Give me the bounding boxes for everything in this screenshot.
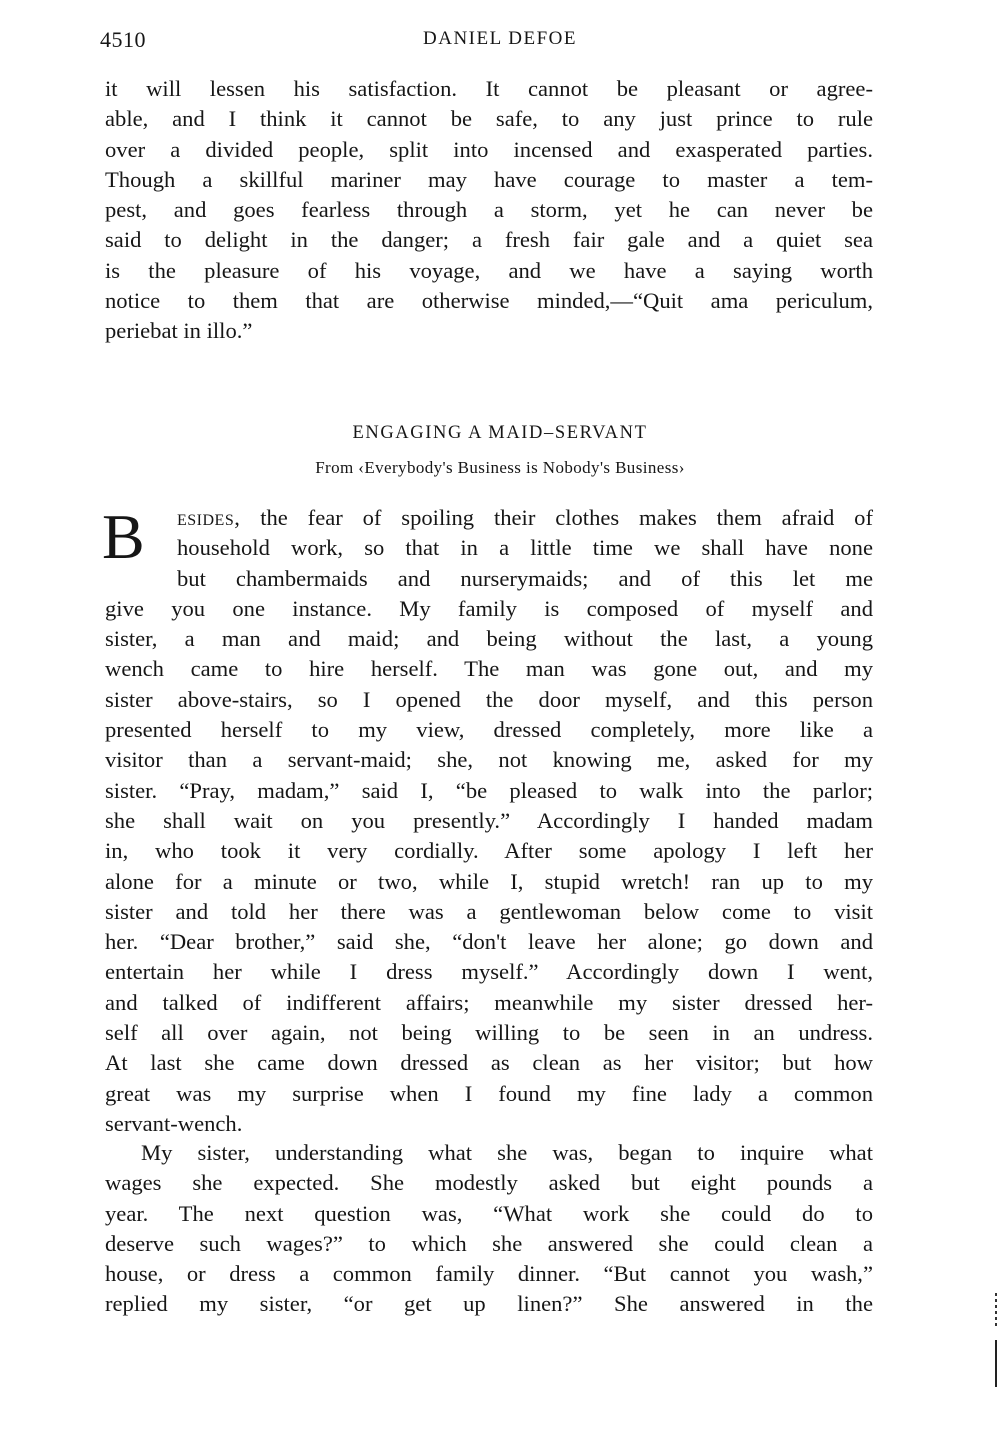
text-line: servant-wench. — [105, 1110, 243, 1136]
second-passage — [105, 1138, 873, 1320]
text-line: give you one instance. My family is composed of myself and — [105, 595, 873, 621]
running-head: DANIEL DEFOE — [423, 28, 577, 49]
text-line: it will lessen his satisfaction. It cannot be pleasant or agree- — [105, 76, 873, 101]
text-line: deserve such wages?” to which she answered she could clean a — [105, 1230, 873, 1256]
first-line-rest: the fear of spoiling their clothes makes them afraid of — [240, 505, 873, 530]
text-line: great was my surprise when I found my fine lady a common — [105, 1080, 873, 1106]
drop-cap: B — [102, 501, 145, 572]
scan-edge-marks — [995, 1293, 997, 1393]
text-line: sister above-stairs, so I opened the door myself, and this person — [105, 686, 873, 712]
scan-edge-mark — [995, 1293, 997, 1327]
page-number: 4510 — [100, 27, 146, 52]
drop-cap-block — [102, 501, 873, 594]
section-source: From ‹Everybody's Business is Nobody's Business› — [315, 458, 685, 477]
text-line: she shall wait on you presently.” Accordingly I handed madam — [105, 807, 873, 833]
text-line: self all over again, not being willing to be seen in an undress. — [105, 1020, 873, 1046]
section-title: ENGAGING A MAID–SERVANT — [352, 423, 648, 443]
text-line: household work, so that in a little time we shall have none — [177, 535, 873, 561]
text-line: presented herself to my view, dressed completely, more like a — [105, 717, 873, 743]
text-line: alone for a minute or two, while I, stupid wretch! ran up to my — [105, 868, 873, 894]
text-line: over a divided people, split into incensed and exasperated parties. — [105, 136, 873, 162]
main-passage — [102, 501, 873, 1139]
scan-edge-mark — [995, 1340, 997, 1387]
text-line: entertain her while I dress myself.” Accordingly down I went, — [105, 959, 873, 985]
text-line: notice to them that are otherwise minded,—“Quit ama periculum, — [105, 288, 873, 314]
text-line: her. “Dear brother,” said she, “don't leave her alone; go down and — [105, 929, 873, 955]
text-line: pest, and goes fearless through a storm, yet he can never be — [105, 197, 873, 223]
text-line: in, who took it very cordially. After some apology I left her — [105, 838, 873, 864]
text-line: Though a skillful mariner may have courage to master a tem- — [105, 166, 873, 192]
text-line: year. The next question was, “What work she could do to — [105, 1200, 873, 1226]
text-line — [105, 503, 873, 533]
text-line: visitor than a servant-maid; she, not knowing me, asked for my — [105, 747, 873, 773]
text-line: but chambermaids and nurserymaids; and of this let me — [177, 565, 873, 591]
opening-passage — [105, 74, 873, 347]
text-line: and talked of indifferent affairs; meanwhile my sister dressed her- — [105, 989, 873, 1015]
text-line: sister and told her there was a gentlewoman below come to visit — [105, 898, 873, 924]
small-caps-lead: esides, — [177, 505, 241, 530]
text-line: wages she expected. She modestly asked but eight pounds a — [105, 1170, 873, 1196]
text-line: said to delight in the danger; a fresh fair gale and a quiet sea — [105, 227, 873, 253]
text-line: sister, a man and maid; and being without the last, a young — [105, 626, 873, 652]
text-line: sister. “Pray, madam,” said I, “be pleased to walk into the parlor; — [105, 777, 873, 803]
text-line: is the pleasure of his voyage, and we have a saying worth — [105, 257, 873, 283]
text-line: house, or dress a common family dinner. “But cannot you wash,” — [105, 1261, 873, 1287]
text-line: able, and I think it cannot be safe, to any just prince to rule — [105, 106, 873, 132]
text-line: periebat in illo.” — [105, 318, 253, 344]
text-line: My sister, understanding what she was, began to inquire what — [141, 1140, 873, 1165]
text-line: wench came to hire herself. The man was gone out, and my — [105, 656, 873, 682]
text-line: At last she came down dressed as clean as her visitor; but how — [105, 1050, 873, 1076]
text-line: replied my sister, “or get up linen?” She answered in the — [105, 1291, 873, 1317]
